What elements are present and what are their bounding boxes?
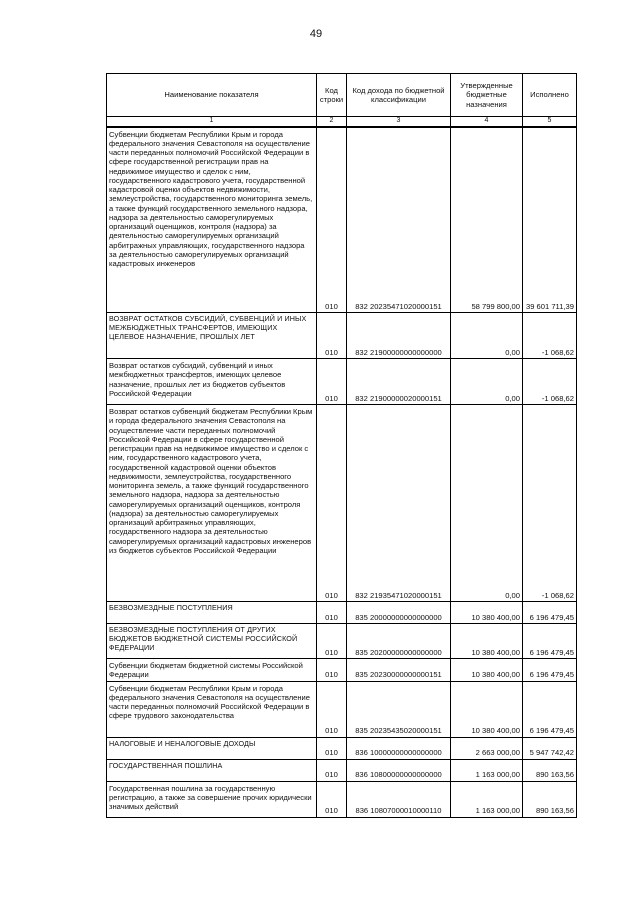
row-approved: 10 380 400,00 bbox=[451, 602, 523, 624]
row-name: Субвенции бюджетам Республики Крым и города федерального значения Севастополя на осуществление части переданных полномочий Российской Федерации в сфере государственной регистрации прав на недвижимое имущество и сделок с ним, государственного кадастрового учета, государственной кадастровой оценки объектов недвижимости, землеустройства, государственного мониторинга земель, а также функций государственного земельного надзора, надзора за деятельностью саморегулируемых организаций оценщиков, контроля (надзора) за деятельностью саморегулируемых организаций арбитражных управляющих, государственного надзора за деятельностью саморегулируемых организаций кадастровых инженеров bbox=[107, 127, 317, 313]
row-name: Возврат остатков субсидий, субвенций и иных межбюджетных трансфертов, имеющих целевое назначение, прошлых лет из бюджетов субъектов Российской Федерации bbox=[107, 359, 317, 405]
row-executed: -1 068,62 bbox=[523, 313, 577, 359]
header-name: Наименование показателя bbox=[107, 74, 317, 117]
row-name: Возврат остатков субвенций бюджетам Республики Крым и города федерального значения Севастополя на осуществление части переданных полномочий Российской Федерации в сфере государственной регистрации прав на недвижимое имущество и сделок с ним, государственного кадастрового учета, государственной кадастровой оценки объектов недвижимости, землеустройства, государственного мониторинга земель, а также функций государственного земельного надзора, надзора за деятельностью саморегулируемых организаций оценщиков, контроля (надзора) за деятельностью саморегулируемых организаций арбитражных управляющих, государственного надзора за деятельностью саморегулируемых организаций кадастровых инженеров из бюджетов субъектов Российской Федерации bbox=[107, 405, 317, 602]
row-name: Субвенции бюджетам бюджетной системы Российской Федерации bbox=[107, 659, 317, 682]
table-row bbox=[107, 659, 577, 682]
page-number: 49 bbox=[309, 28, 323, 40]
row-line-code: 010 bbox=[317, 405, 347, 602]
row-income-code: 832 20235471020000151 bbox=[347, 127, 451, 313]
row-executed: 890 163,56 bbox=[523, 759, 577, 781]
row-executed: 6 196 479,45 bbox=[523, 681, 577, 737]
table-row bbox=[107, 624, 577, 659]
row-executed: 6 196 479,45 bbox=[523, 602, 577, 624]
row-name: Государственная пошлина за государственную регистрацию, а также за совершение прочих юридически значимых действий bbox=[107, 781, 317, 817]
row-income-code: 832 21900000020000151 bbox=[347, 359, 451, 405]
column-number: 2 bbox=[317, 117, 347, 127]
row-income-code: 835 20200000000000000 bbox=[347, 624, 451, 659]
row-approved: 10 380 400,00 bbox=[451, 659, 523, 682]
row-name: Субвенции бюджетам Республики Крым и города федерального значения Севастополя на осуществление части переданных полномочий Российской Федерации в сфере трудового законодательства bbox=[107, 681, 317, 737]
row-line-code: 010 bbox=[317, 624, 347, 659]
row-income-code: 836 10000000000000000 bbox=[347, 737, 451, 759]
row-approved: 10 380 400,00 bbox=[451, 681, 523, 737]
row-approved: 0,00 bbox=[451, 313, 523, 359]
header-income-code: Код дохода по бюджетной классификации bbox=[347, 74, 451, 117]
row-income-code: 835 20000000000000000 bbox=[347, 602, 451, 624]
row-income-code: 832 21935471020000151 bbox=[347, 405, 451, 602]
row-name: ГОСУДАРСТВЕННАЯ ПОШЛИНА bbox=[107, 759, 317, 781]
row-income-code: 836 10807000010000110 bbox=[347, 781, 451, 817]
table-row bbox=[107, 313, 577, 359]
row-line-code: 010 bbox=[317, 602, 347, 624]
table-row bbox=[107, 737, 577, 759]
table-row bbox=[107, 602, 577, 624]
table-row bbox=[107, 405, 577, 602]
header-approved: Утвержденные бюджетные назначения bbox=[451, 74, 523, 117]
column-number: 3 bbox=[347, 117, 451, 127]
column-number: 4 bbox=[451, 117, 523, 127]
table-row bbox=[107, 127, 577, 313]
row-line-code: 010 bbox=[317, 681, 347, 737]
row-line-code: 010 bbox=[317, 781, 347, 817]
row-executed: 5 947 742,42 bbox=[523, 737, 577, 759]
row-line-code: 010 bbox=[317, 313, 347, 359]
column-number-row bbox=[107, 117, 577, 127]
header-line-code: Код строки bbox=[317, 74, 347, 117]
header-row bbox=[107, 74, 577, 117]
row-name: ВОЗВРАТ ОСТАТКОВ СУБСИДИЙ, СУБВЕНЦИЙ И ИНЫХ МЕЖБЮДЖЕТНЫХ ТРАНСФЕРТОВ, ИМЕЮЩИХ ЦЕЛЕВОЕ НАЗНАЧЕНИЕ, ПРОШЛЫХ ЛЕТ bbox=[107, 313, 317, 359]
row-income-code: 836 10800000000000000 bbox=[347, 759, 451, 781]
row-approved: 1 163 000,00 bbox=[451, 781, 523, 817]
row-income-code: 835 20230000000000151 bbox=[347, 659, 451, 682]
table-row bbox=[107, 781, 577, 817]
row-executed: -1 068,62 bbox=[523, 359, 577, 405]
row-line-code: 010 bbox=[317, 127, 347, 313]
row-line-code: 010 bbox=[317, 659, 347, 682]
column-number: 1 bbox=[107, 117, 317, 127]
row-line-code: 010 bbox=[317, 737, 347, 759]
row-approved: 0,00 bbox=[451, 359, 523, 405]
row-approved: 0,00 bbox=[451, 405, 523, 602]
row-line-code: 010 bbox=[317, 359, 347, 405]
row-income-code: 832 21900000000000000 bbox=[347, 313, 451, 359]
row-name: НАЛОГОВЫЕ И НЕНАЛОГОВЫЕ ДОХОДЫ bbox=[107, 737, 317, 759]
row-name: БЕЗВОЗМЕЗДНЫЕ ПОСТУПЛЕНИЯ ОТ ДРУГИХ БЮДЖЕТОВ БЮДЖЕТНОЙ СИСТЕМЫ РОССИЙСКОЙ ФЕДЕРАЦИИ bbox=[107, 624, 317, 659]
row-income-code: 835 20235435020000151 bbox=[347, 681, 451, 737]
row-approved: 1 163 000,00 bbox=[451, 759, 523, 781]
row-executed: -1 068,62 bbox=[523, 405, 577, 602]
row-executed: 6 196 479,45 bbox=[523, 659, 577, 682]
row-approved: 10 380 400,00 bbox=[451, 624, 523, 659]
column-number: 5 bbox=[523, 117, 577, 127]
table-row bbox=[107, 681, 577, 737]
table-row bbox=[107, 759, 577, 781]
row-name: БЕЗВОЗМЕЗДНЫЕ ПОСТУПЛЕНИЯ bbox=[107, 602, 317, 624]
row-line-code: 010 bbox=[317, 759, 347, 781]
row-executed: 6 196 479,45 bbox=[523, 624, 577, 659]
report-table bbox=[106, 73, 577, 818]
row-approved: 58 799 800,00 bbox=[451, 127, 523, 313]
header-executed: Исполнено bbox=[523, 74, 577, 117]
row-approved: 2 663 000,00 bbox=[451, 737, 523, 759]
row-executed: 39 601 711,39 bbox=[523, 127, 577, 313]
row-executed: 890 163,56 bbox=[523, 781, 577, 817]
table-row bbox=[107, 359, 577, 405]
